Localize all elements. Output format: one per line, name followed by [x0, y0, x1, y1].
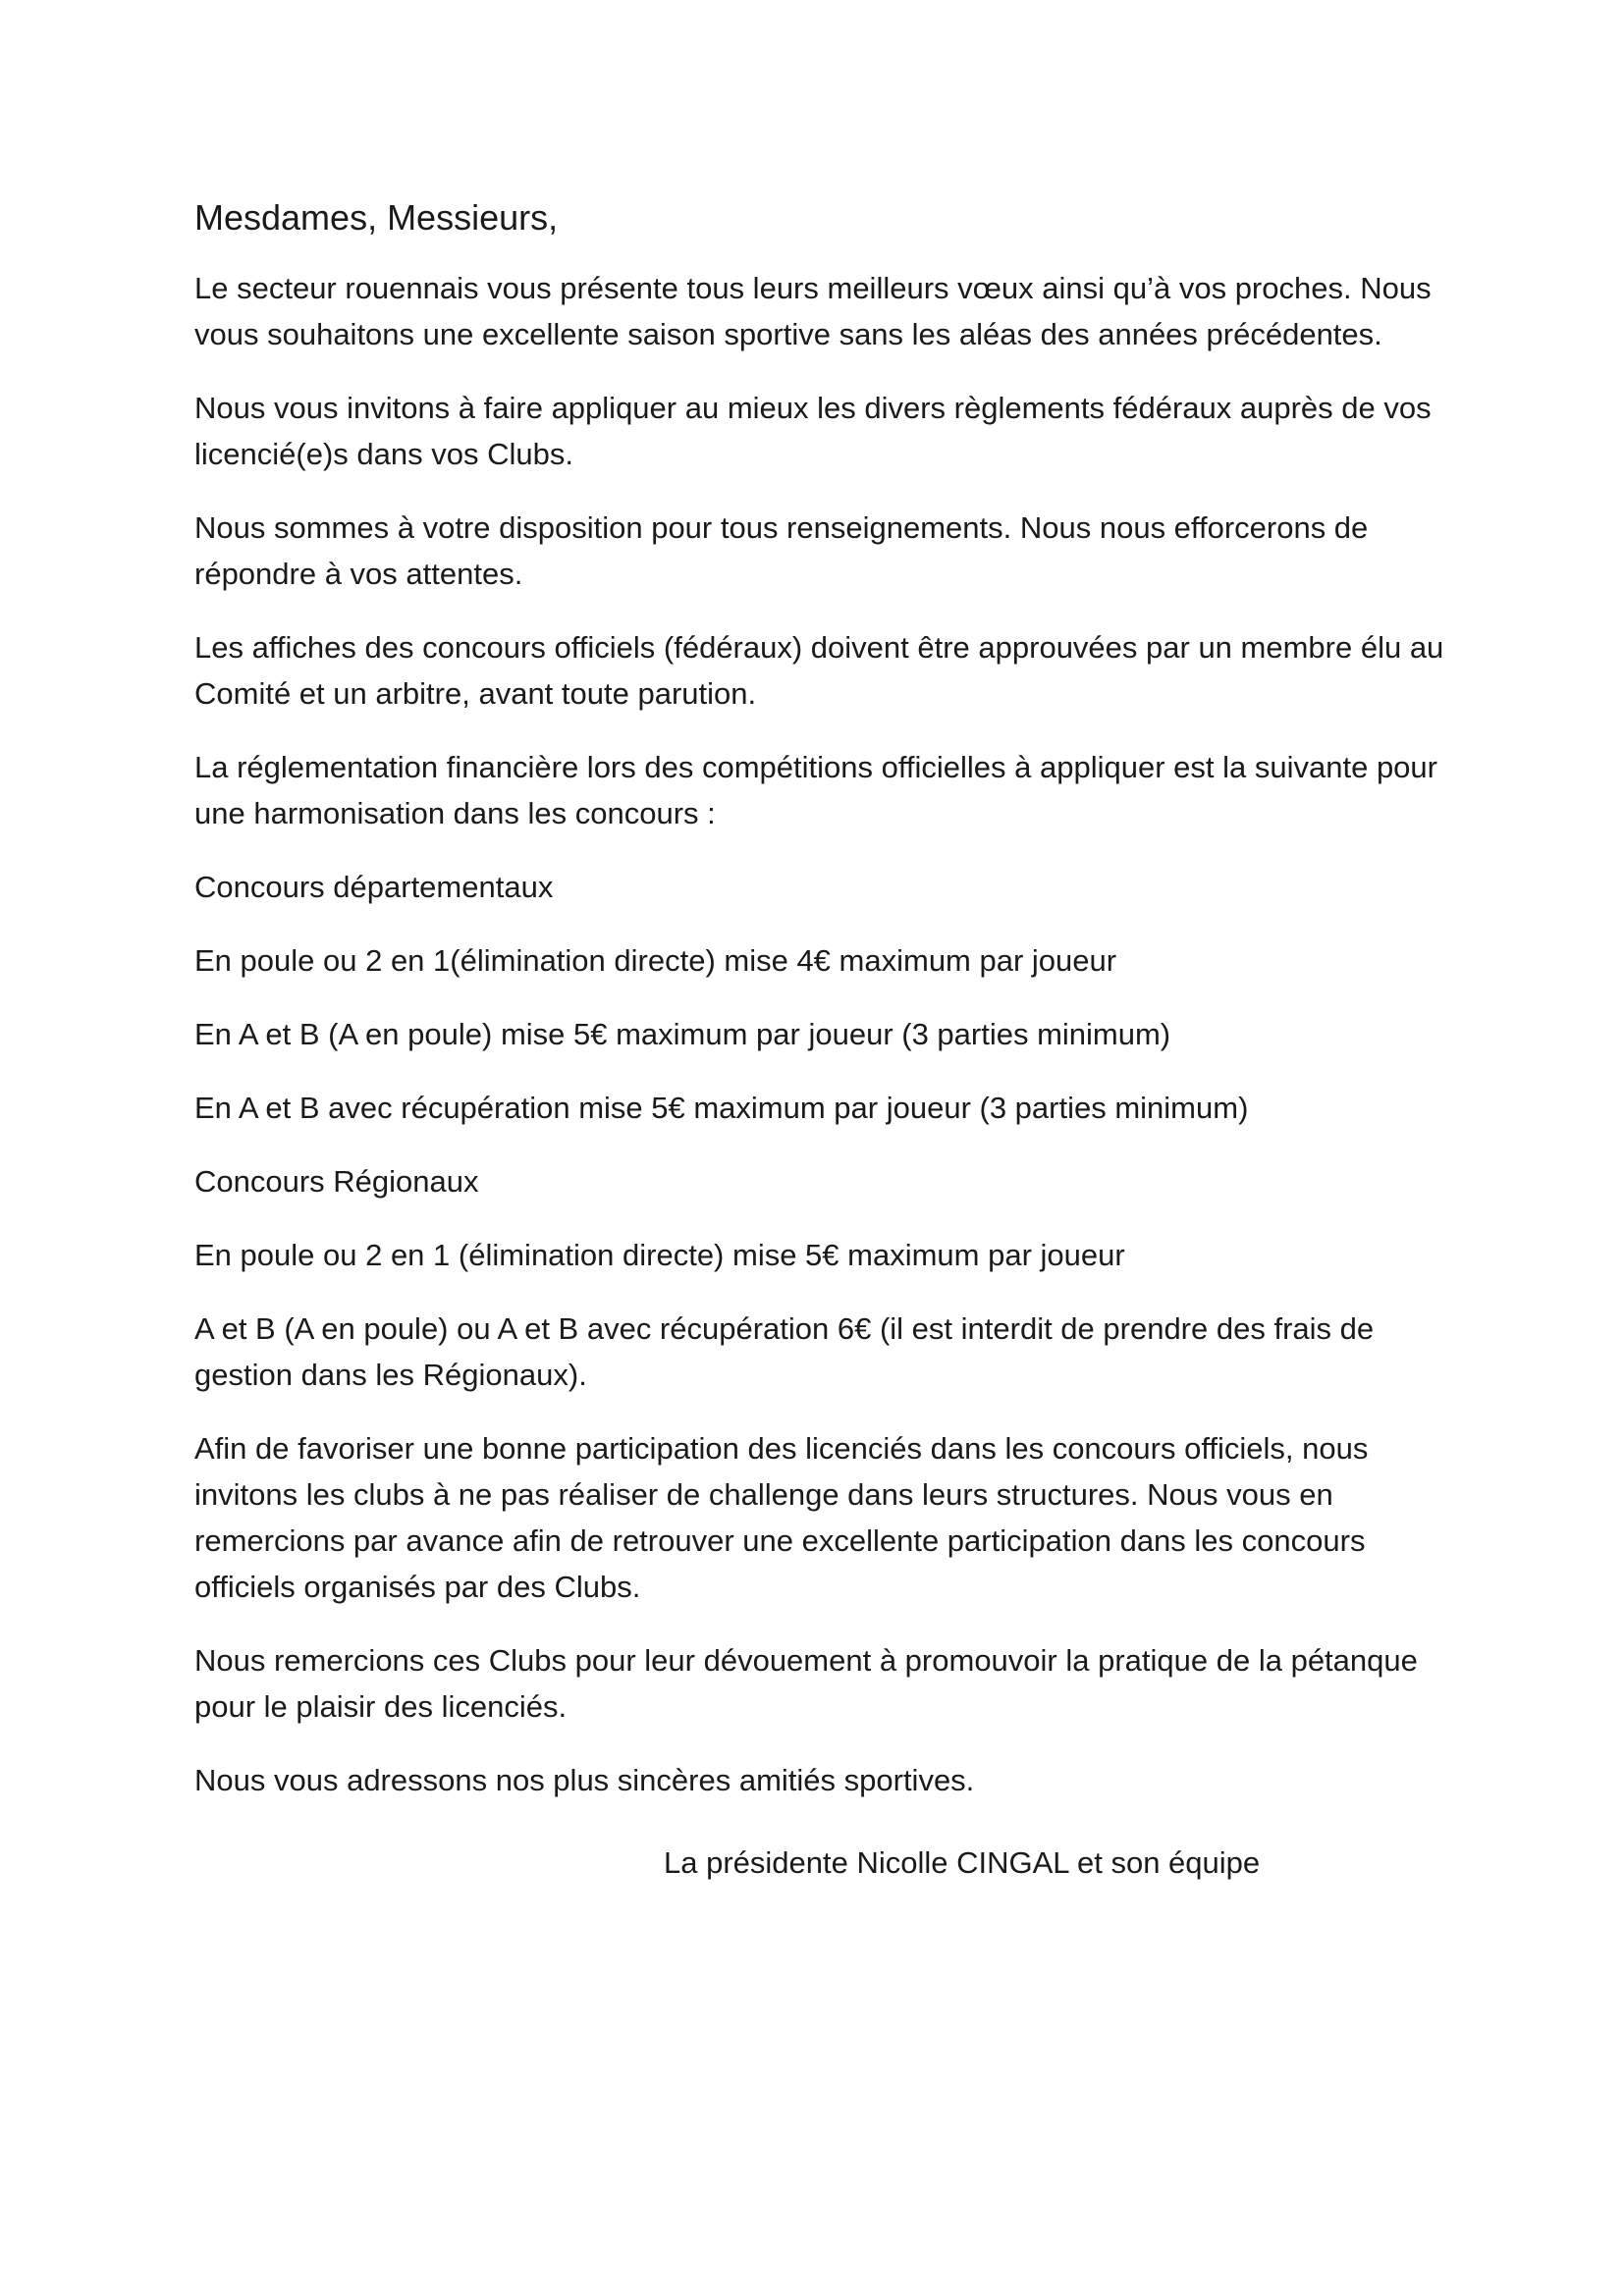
paragraph-greetings: Le secteur rouennais vous présente tous leurs meilleurs vœux ainsi qu’à vos proches. Nous vous souhaitons une excellente saison sportive sans les aléas des années précédentes. [194, 271, 1432, 351]
rule-departmental-poule: En poule ou 2 en 1(élimination directe) mise 4€ maximum par joueur [194, 943, 1117, 978]
signature: La présidente Nicolle CINGAL et son équipe [664, 1845, 1261, 1880]
heading-departmental: Concours départementaux [194, 870, 554, 904]
paragraph-regulations: Nous vous invitons à faire appliquer au mieux les divers règlements fédéraux auprès de vos licencié(e)s dans vos Clubs. [194, 391, 1432, 471]
rule-departmental-recuperation: En A et B avec récupération mise 5€ maximum par joueur (3 parties minimum) [194, 1091, 1249, 1125]
letter-body [194, 192, 1461, 1831]
paragraph-closing: Nous vous adressons nos plus sincères amitiés sportives. [194, 1763, 975, 1797]
paragraph-participation: Afin de favoriser une bonne participation des licenciés dans les concours officiels, nous invitons les clubs à ne pas réaliser de challenge dans leurs structures. Nous vous en remercions par avance afin de retrouver une excellente participation dans les concours officiels organisés par des Clubs. [194, 1431, 1369, 1604]
rule-regional-a-b: A et B (A en poule) ou A et B avec récupération 6€ (il est interdit de prendre des frais de gestion dans les Régionaux). [194, 1311, 1375, 1392]
rule-departmental-a-b: En A et B (A en poule) mise 5€ maximum par joueur (3 parties minimum) [194, 1017, 1171, 1051]
paragraph-financial-rules: La réglementation financière lors des compétitions officielles à appliquer est la suivante pour une harmonisation dans les concours : [194, 750, 1437, 830]
paragraph-posters: Les affiches des concours officiels (fédéraux) doivent être approuvées par un membre élu au Comité et un arbitre, avant toute parution. [194, 630, 1444, 711]
paragraph-availability: Nous sommes à votre disposition pour tous renseignements. Nous nous efforcerons de répondre à vos attentes. [194, 510, 1369, 591]
rule-regional-poule: En poule ou 2 en 1 (élimination directe) mise 5€ maximum par joueur [194, 1238, 1125, 1272]
salutation: Mesdames, Messieurs, [194, 197, 559, 238]
heading-regional: Concours Régionaux [194, 1164, 479, 1199]
paragraph-thanks: Nous remercions ces Clubs pour leur dévouement à promouvoir la pratique de la pétanque pour le plaisir des licenciés. [194, 1643, 1418, 1724]
